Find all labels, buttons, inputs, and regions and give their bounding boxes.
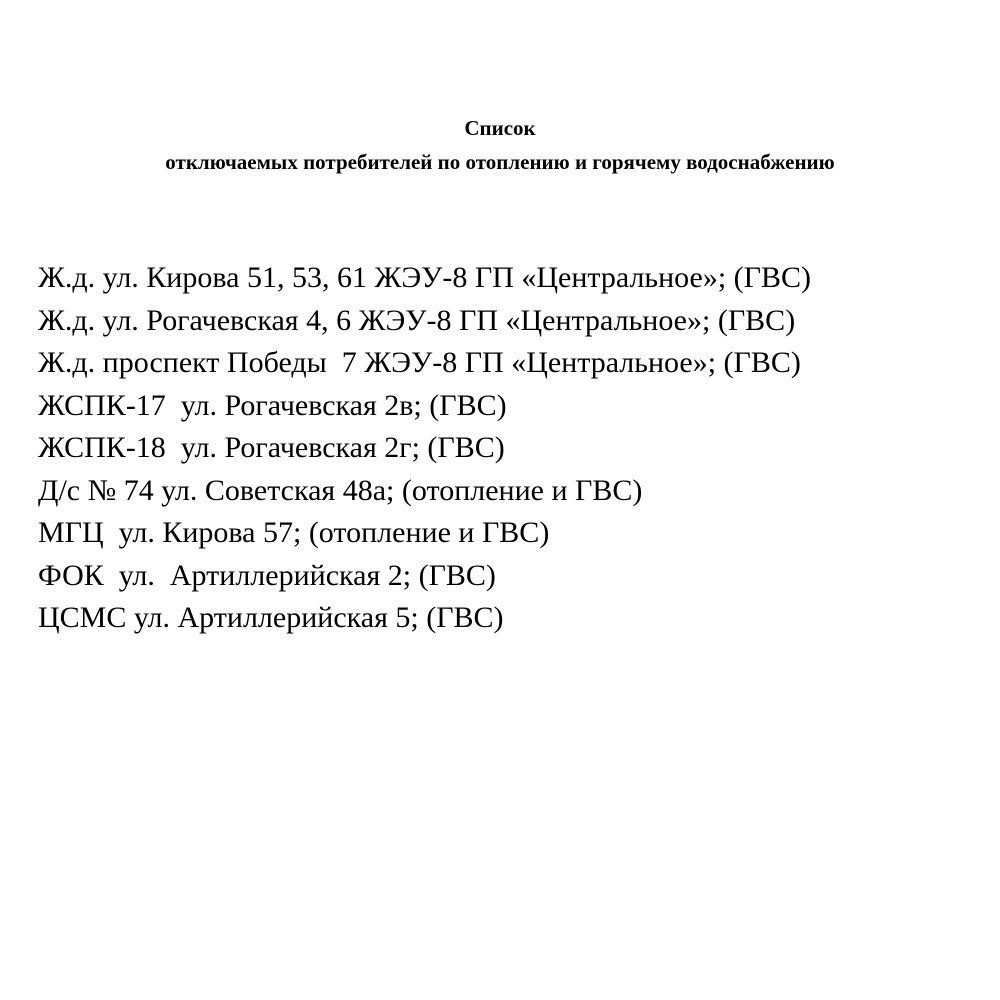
- list-item: Д/с № 74 ул. Советская 48а; (отопление и ГВС): [38, 473, 643, 507]
- list-item: ЖСПК-17 ул. Рогачевская 2в; (ГВС): [38, 388, 507, 422]
- list-item: МГЦ ул. Кирова 57; (отопление и ГВС): [38, 516, 550, 549]
- list-item: Ж.д. проспект Победы 7 ЖЭУ-8 ГП «Центральное»; (ГВС): [38, 346, 801, 379]
- consumer-list: [38, 257, 988, 640]
- list-item: ЦСМС ул. Артиллерийская 5; (ГВС): [38, 601, 504, 634]
- list-item: Ж.д. ул. Рогачевская 4, 6 ЖЭУ-8 ГП «Центральное»; (ГВС): [38, 303, 796, 337]
- document-title: Список: [464, 116, 536, 140]
- document-heading: [0, 111, 1000, 179]
- list-item: ЖСПК-18 ул. Рогачевская 2г; (ГВС): [38, 431, 505, 464]
- document-subtitle: отключаемых потребителей по отоплению и горячему водоснабжению: [165, 150, 835, 174]
- list-item: Ж.д. ул. Кирова 51, 53, 61 ЖЭУ-8 ГП «Центральное»; (ГВС): [38, 261, 812, 294]
- list-item: ФОК ул. Артиллерийская 2; (ГВС): [38, 558, 496, 592]
